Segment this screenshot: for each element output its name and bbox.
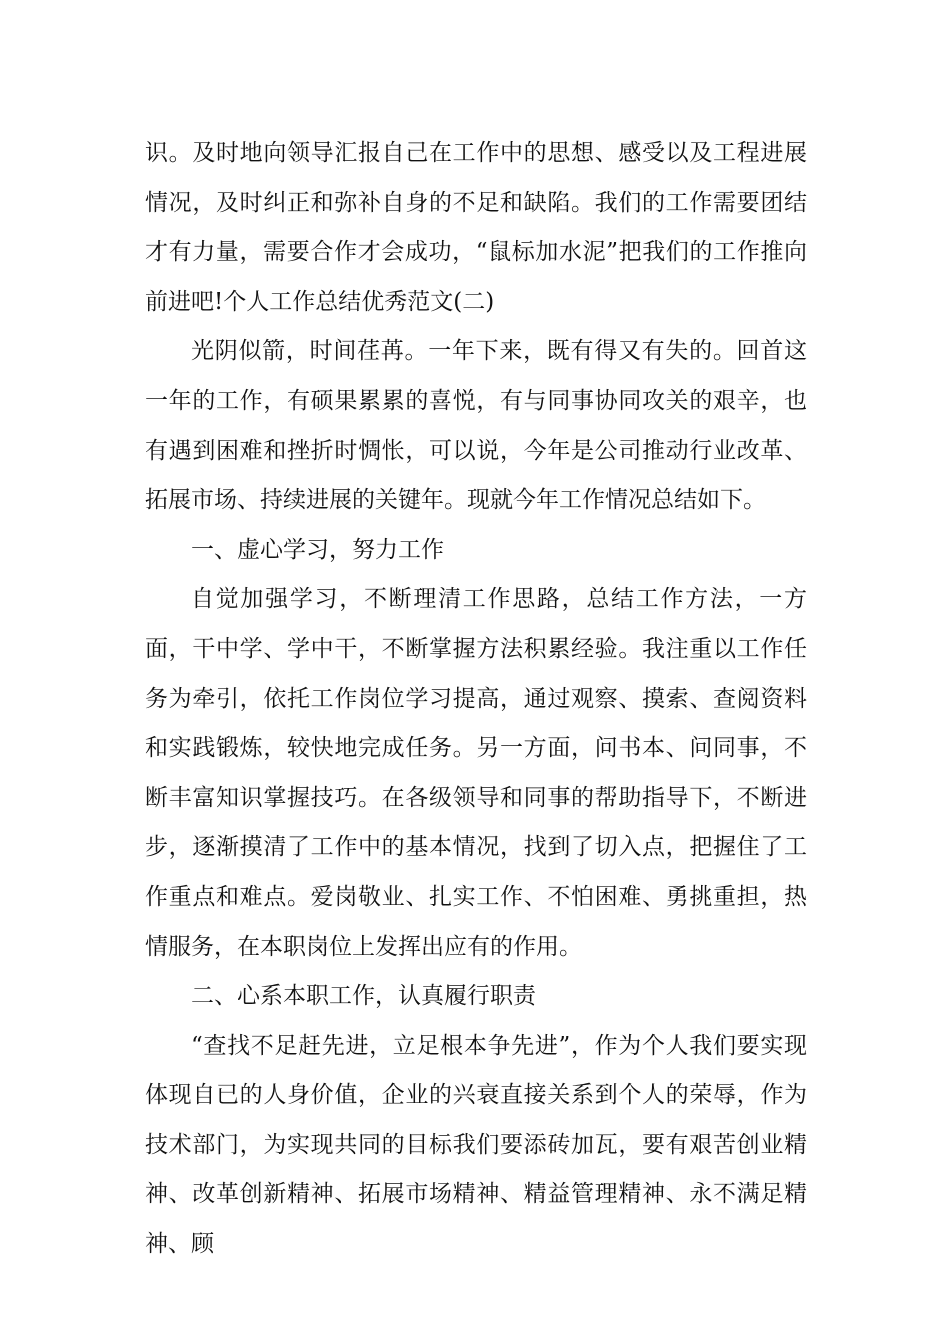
- paragraph-intro: 光阴似箭，时间荏苒。一年下来，既有得又有失的。回首这一年的工作，有硕果累累的喜悦，有与同事协同攻关的艰辛，也有遇到困难和挫折时惆怅，可以说，今年是公司推动行业改革、拓展市场、持续进展的关键年。现就今年工作情况总结如下。: [145, 338, 807, 514]
- paragraph-section-1: 自觉加强学习，不断理清工作思路，总结工作方法，一方面，干中学、学中干，不断掌握方法积累经验。我注重以工作任务为牵引，依托工作岗位学习提高，通过观察、摸索、查阅资料和实践锻炼，较快地完成任务。另一方面，问书本、问同事，不断丰富知识掌握技巧。在各级领导和同事的帮助指导下，不断进步，逐渐摸清了工作中的基本情况，找到了切入点，把握住了工作重点和难点。爱岗敬业、扎实工作、不怕困难、勇挑重担，热情服务，在本职岗位上发挥出应有的作用。: [145, 586, 807, 960]
- document-body: [145, 129, 807, 1270]
- section-heading-1: 一、虚心学习，努力工作: [191, 536, 444, 563]
- section-heading-2: 二、心系本职工作，认真履行职责: [191, 983, 536, 1010]
- paragraph-continuation: 识。及时地向领导汇报自己在工作中的思想、感受以及工程进展情况，及时纠正和弥补自身的不足和缺陷。我们的工作需要团结才有力量，需要合作才会成功，“鼠标加水泥”把我们的工作推向前进吧!个人工作总结优秀范文(二): [145, 140, 807, 315]
- paragraph-section-2: “查找不足赶先进，立足根本争先进”，作为个人我们要实现体现自已的人身价值，企业的兴衰直接关系到个人的荣辱，作为技术部门，为实现共同的目标我们要添砖加瓦，要有艰苦创业精神、改革创新精神、拓展市场精神、精益管理精神、永不满足精神、顾: [145, 1032, 807, 1258]
